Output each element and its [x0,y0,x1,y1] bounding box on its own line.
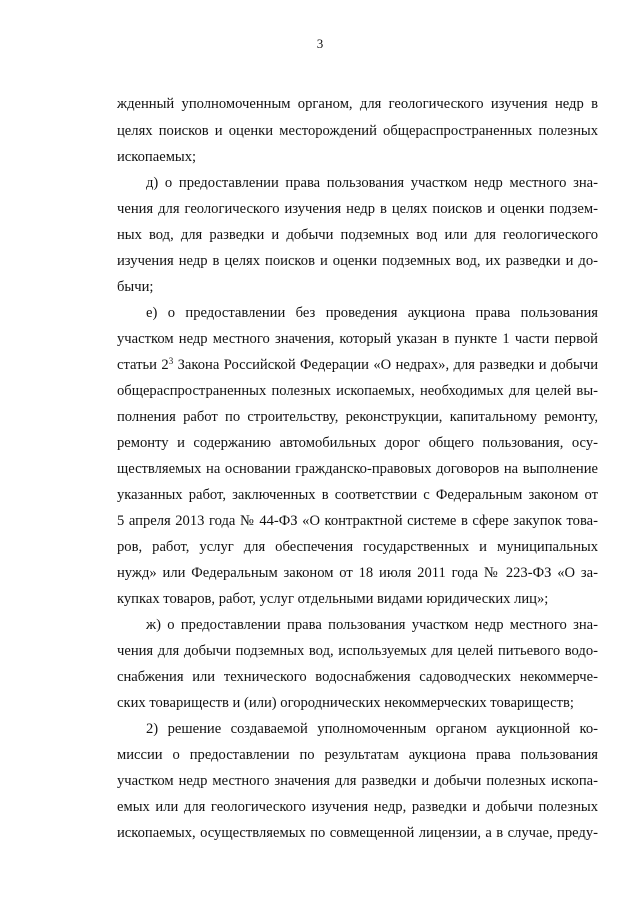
text-line: ж) о предоставлении права пользования участком недр местного зна- [146,617,598,633]
text-line: снабжения или технического водоснабжения садоводческих некоммерче- [117,669,598,685]
text-line: 2) решение создаваемой уполномоченным органом аукционной ко- [146,721,598,737]
text-line: чения для добычи подземных вод, используемых для целей питьевого водо- [117,643,598,659]
text-line: ископаемых; [117,149,197,165]
text-line: ских товариществ и (или) огороднических некоммерческих товариществ; [117,695,574,711]
page-number: 3 [316,36,324,51]
superscript: 3 [168,356,174,366]
text-line: бычи; [117,279,154,295]
text-line: участком недр местного значения, который указан в пункте 1 части первой [117,331,598,347]
text-line: ископаемых, осуществляемых по совмещенной лицензии, а в случае, преду- [117,825,598,841]
text-line: ществляемых на основании гражданско-правовых договоров на выполнение [117,461,598,477]
text-line: общераспространенных полезных ископаемых, необходимых для целей вы- [117,383,598,399]
text-line: ров, работ, услуг для обеспечения государственных и муниципальных [117,539,598,555]
text-line: 5 апреля 2013 года № 44-ФЗ «О контрактной системе в сфере закупок това- [117,513,598,529]
text-line: д) о предоставлении права пользования участком недр местного зна- [146,175,598,191]
text-line: нужд» или Федеральным законом от 18 июля 2011 года № 223-ФЗ «О за- [117,565,598,581]
text-line: ремонту и содержанию автомобильных дорог общего пользования, осу- [117,435,598,451]
text-line: чения для геологического изучения недр в целях поисков и оценки подзем- [117,201,598,217]
text-fragment: Закона Российской Федерации «О недрах», для разведки и добычи [173,357,599,373]
text-line-with-superscript [117,355,598,375]
text-line: миссии о предоставлении по результатам аукциона права пользования [117,747,598,763]
text-line: е) о предоставлении без проведения аукциона права пользования [146,305,598,321]
text-line: целях поисков и оценки месторождений общераспространенных полезных [117,123,598,139]
text-line: изучения недр в целях поисков и оценки подземных вод, их разведки и до- [117,253,598,269]
text-line: полнения работ по строительству, реконструкции, капитальному ремонту, [117,409,598,425]
text-fragment: статьи 2 [117,357,169,373]
text-line: купках товаров, работ, услуг отдельными видами юридических лиц»; [117,591,549,607]
text-line: указанных работ, заключенных в соответствии с Федеральным законом от [117,487,598,503]
text-line: ных вод, для разведки и добычи подземных вод или для геологического [117,227,598,243]
text-line: емых или для геологического изучения недр, разведки и добычи полезных [117,799,598,815]
text-line: жденный уполномоченным органом, для геологического изучения недр в [117,96,598,112]
text-line: участком недр местного значения для разведки и добычи полезных ископа- [117,773,598,789]
